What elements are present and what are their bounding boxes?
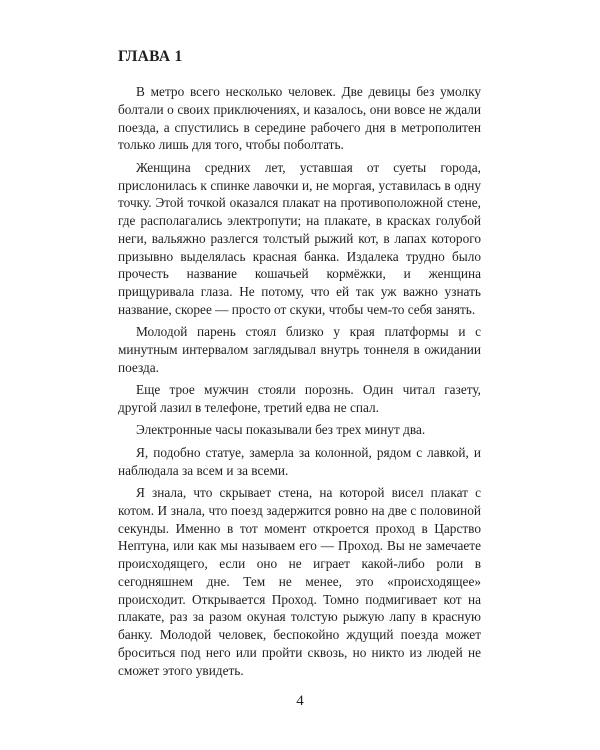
paragraph: Я знала, что скрывает стена, на которой висел плакат с котом. И знала, что поезд задержится ровно на две с половиной секунды. Именно в тот момент откроется проход в Царство Нептуна, или как мы называем его — Проход. Вы не замечаете происходящего, если оно не играет какой-либо роли в сегодняшнем дне. Тем не менее, это «происходящее» происходит. Открывается Проход. Томно подмигивает кот на плакате, раз за разом окуная толстую рыжую лапу в красную банку. Молодой человек, беспокойно ждущий поезда может броситься под него или пройти сквозь, но никто из людей не сможет этого увидеть.: [118, 484, 481, 678]
paragraph: Я, подобно статуе, замерла за колонной, рядом с лавкой, и наблюдала за всем и за всеми.: [118, 444, 481, 478]
paragraph: Электронные часы показывали без трех минут два.: [136, 422, 426, 438]
paragraph: Молодой парень стоял близко у края платформы и с минутным интервалом заглядывал внутрь тоннеля в ожидании поезда.: [118, 324, 481, 375]
paragraph: Еще трое мужчин стояли порознь. Один читал газету, другой лазил в телефоне, третий едва не спал.: [118, 382, 481, 416]
paragraph: В метро всего несколько человек. Две девицы без умолку болтали о своих приключениях, и казалось, они вовсе не ждали поезда, а спустились в середине рабочего дня в метрополитен только лишь для того, чтобы поболтать.: [118, 84, 481, 153]
paragraph: Женщина средних лет, уставшая от суеты города, прислонилась к спинке лавочки и, не моргая, уставилась в одну точку. Этой точкой оказался плакат на противоположной стене, где располагались электропути; на плакате, в красках голубой неги, вальяжно разлегся толстый рыжий кот, в лапах которого призывно выделялась красная банка. Издалека трудно было прочесть название кошачьей кормёжки, и женщина прищуривала глаза. Не потому, что ей так уж важно узнать название, скорее — просто от скуки, чтобы чем-то себя занять.: [118, 159, 481, 317]
chapter-heading: ГЛАВА 1: [118, 48, 183, 65]
chapter-body: [118, 83, 481, 684]
page-number: 4: [296, 693, 304, 709]
